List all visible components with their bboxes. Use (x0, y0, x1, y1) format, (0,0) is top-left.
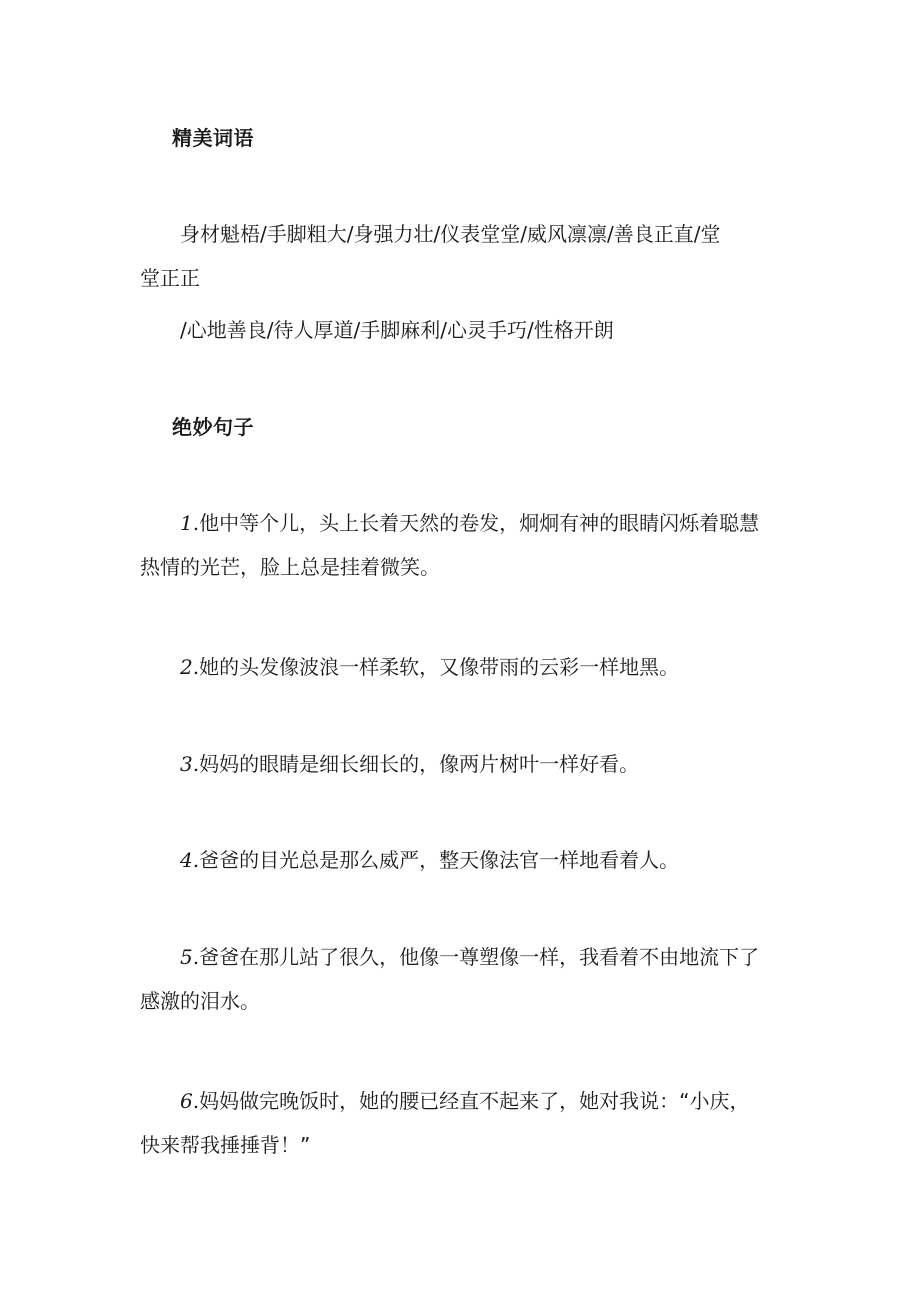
sentence-text: 妈妈做完晚饭时，她的腰已经直不起来了，她对我说：“小庆， (199, 1089, 750, 1113)
sentence-line: 快来帮我捶捶背！” (140, 1133, 311, 1157)
sentence-number: 3. (180, 752, 200, 776)
sentence-line (140, 645, 790, 689)
sentence-line (140, 501, 790, 545)
sentence-number: 6. (180, 1089, 200, 1113)
word-list-line: 身材魁梧/手脚粗大/身强力壮/仪表堂堂/威风凛凛/善良正直/堂 (180, 222, 721, 246)
word-list-paragraph (140, 212, 790, 300)
sentence-line (140, 1079, 790, 1123)
sentence-text: 她的头发像波浪一样柔软，又像带雨的云彩一样地黑。 (199, 655, 680, 679)
sentence-text: 爸爸在那儿站了很久，他像一尊塑像一样，我看着不由地流下了 (199, 945, 760, 969)
sentence-item (140, 645, 790, 689)
section-heading-sentences: 绝妙句子 (172, 415, 254, 439)
sentence-number: 4. (180, 848, 200, 872)
word-list-line: /心地善良/待人厚道/手脚麻利/心灵手巧/性格开朗 (180, 318, 614, 342)
sentence-line: 感激的泪水。 (140, 989, 260, 1013)
sentence-number: 1. (180, 511, 200, 535)
sentence-text: 妈妈的眼睛是细长细长的，像两片树叶一样好看。 (199, 752, 640, 776)
sentence-text: 爸爸的目光总是那么威严，整天像法官一样地看着人。 (199, 848, 680, 872)
sentence-item (140, 501, 790, 589)
sentence-line (140, 742, 790, 786)
sentence-item (140, 742, 790, 786)
word-list-line: 堂正正 (140, 266, 200, 290)
sentence-text: 他中等个儿，头上长着天然的卷发，炯炯有神的眼睛闪烁着聪慧 (199, 511, 760, 535)
word-list-paragraph (140, 308, 790, 352)
sentence-item (140, 935, 790, 1023)
sentence-number: 2. (180, 655, 200, 679)
section-heading-words: 精美词语 (172, 126, 254, 150)
sentence-number: 5. (180, 945, 200, 969)
sentence-line: 热情的光芒，脸上总是挂着微笑。 (140, 555, 440, 579)
sentence-item (140, 1079, 790, 1167)
sentence-line (140, 838, 790, 882)
sentence-item (140, 838, 790, 882)
sentence-line (140, 935, 790, 979)
